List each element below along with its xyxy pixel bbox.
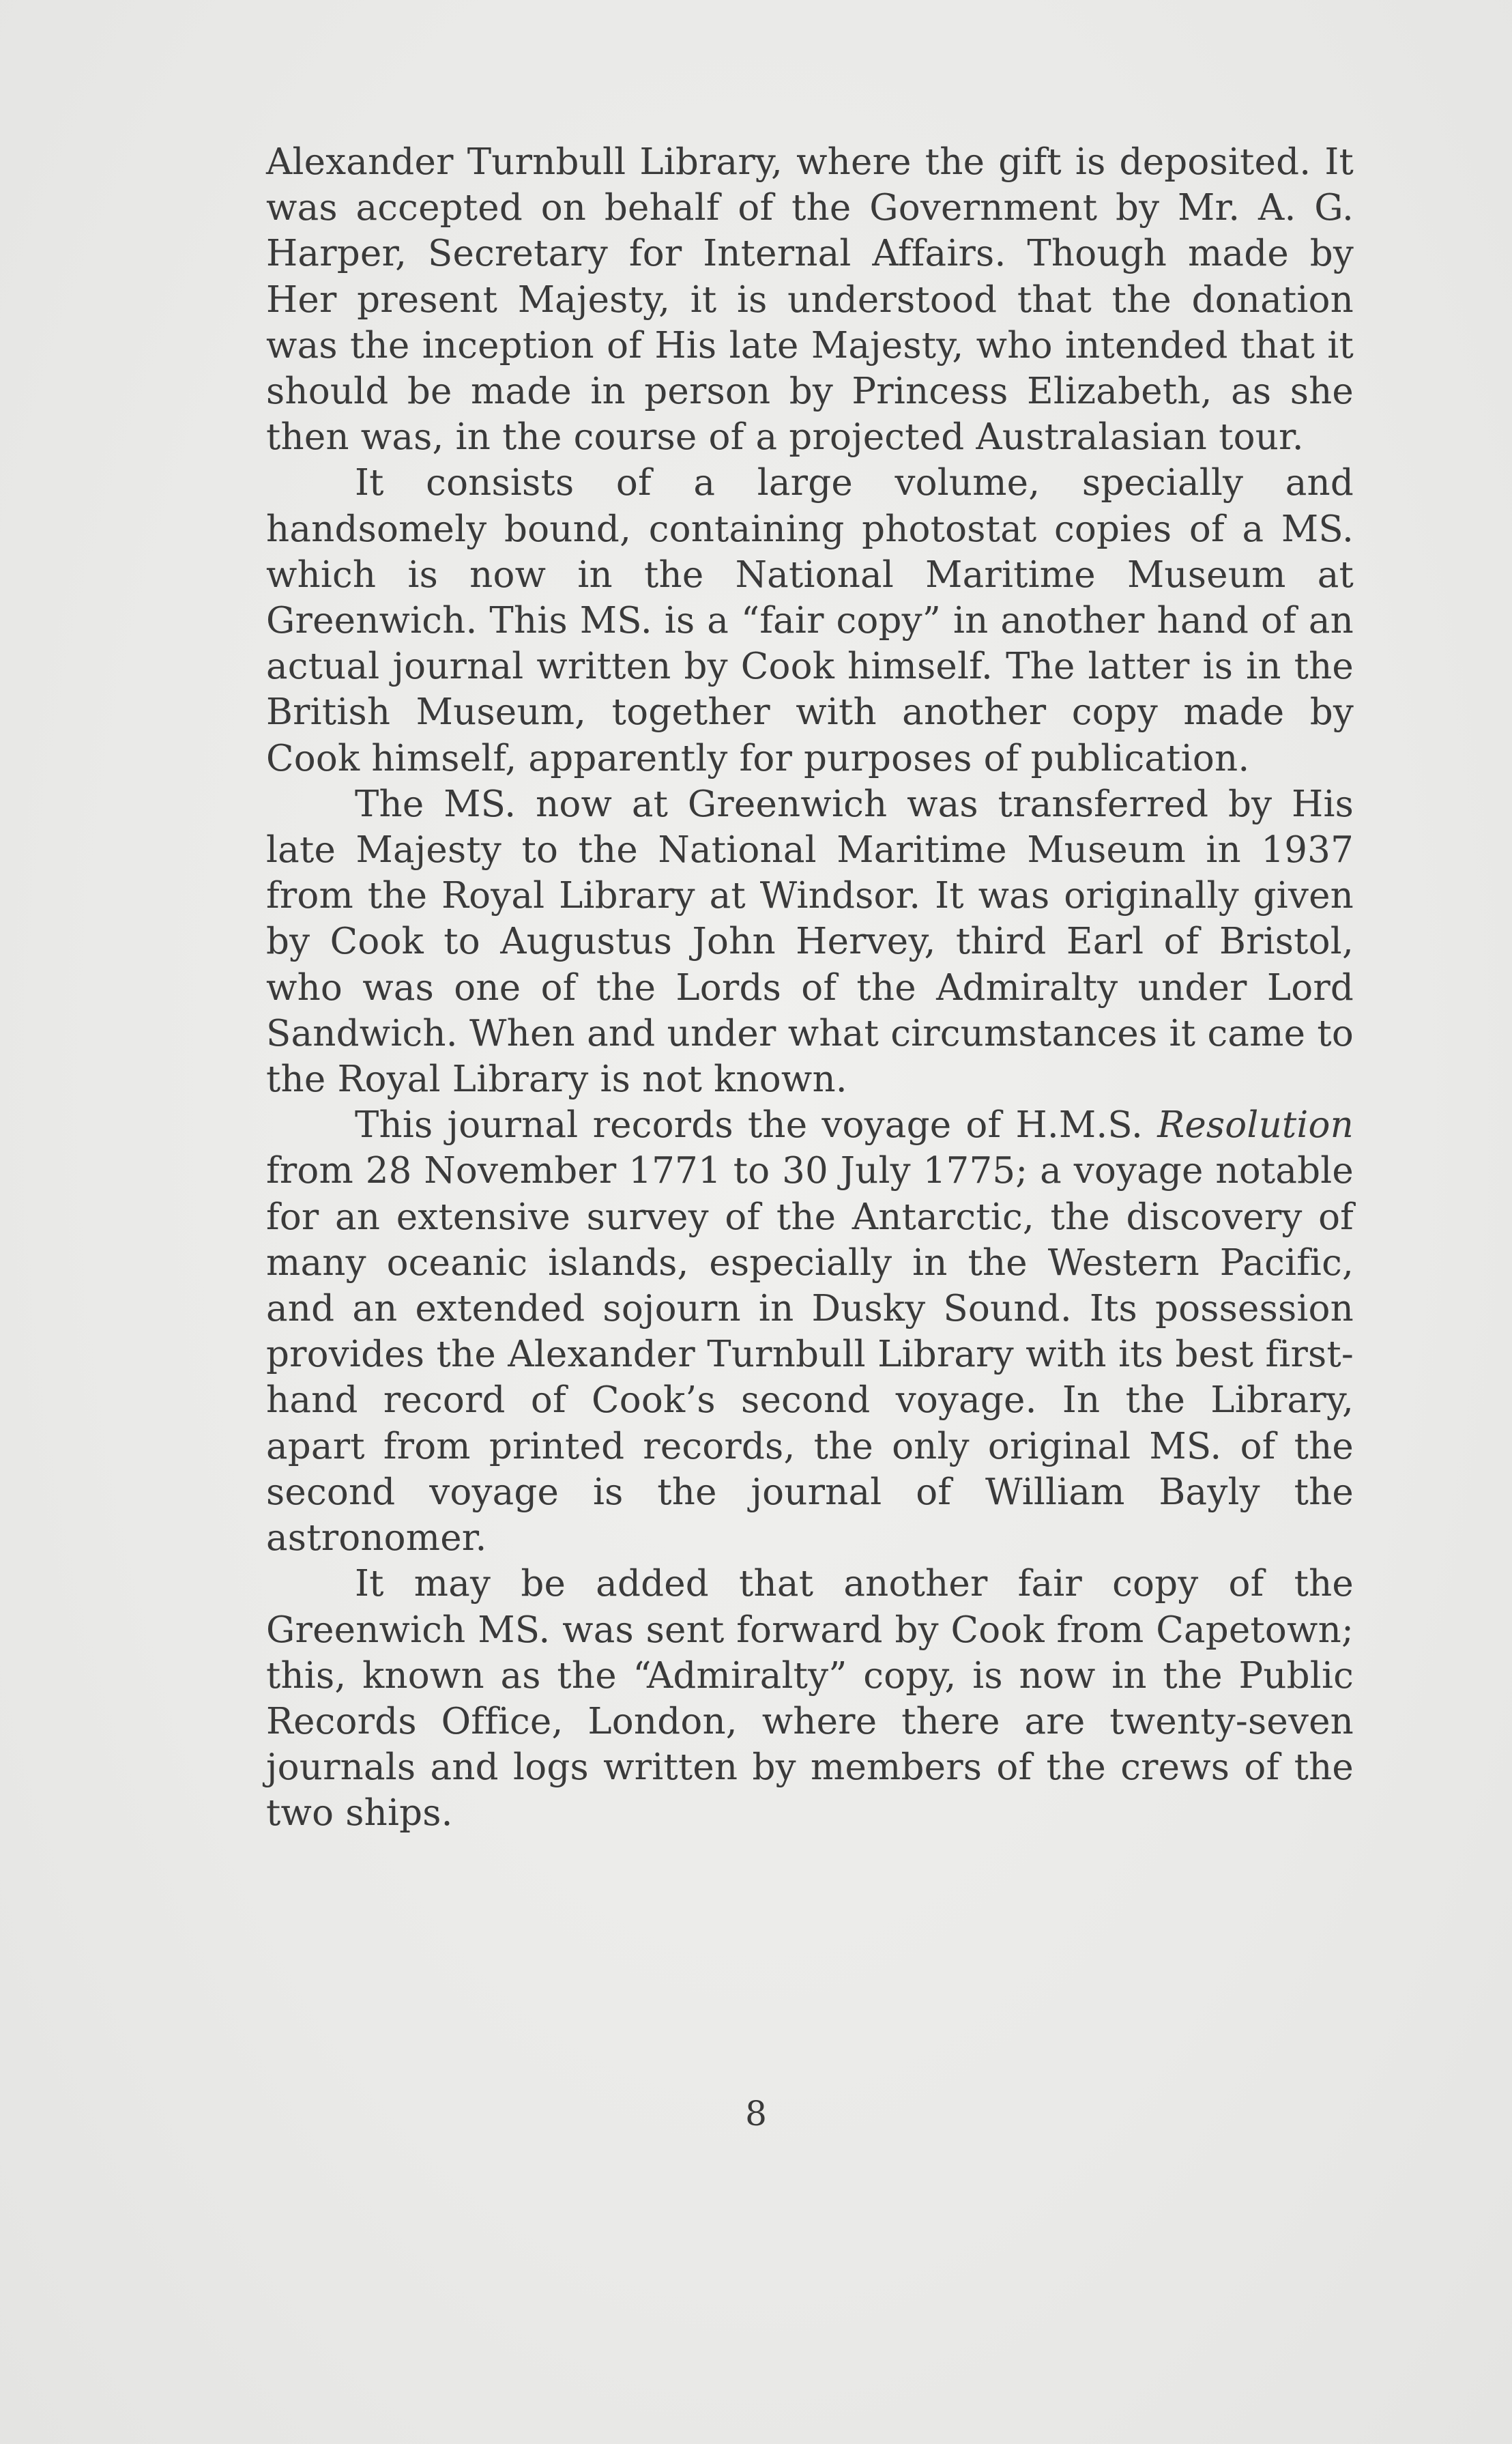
paragraph-4-lead: This journal records the voyage of H.M.S. — [355, 1104, 1158, 1147]
paragraph-4 — [266, 1102, 1354, 1561]
page-number: 8 — [745, 2094, 767, 2133]
paragraph-1: Alexander Turnbull Library, where the gift is deposited. It was accepted on behalf of the Government by Mr. A. G. Harper, Secretary for Internal Affairs. Though made by Her present Majesty, it is understood that the donation was the inception of His late Majesty, who intended that it should be made in person by Princess Elizabeth, as she then was, in the course of a projected Australasian tour. — [266, 141, 1354, 459]
paragraph-5: It may be added that another fair copy of the Greenwich MS. was sent forward by Cook from Capetown; this, known as the “Admiralty” copy, is now in the Public Records Office, London, where there are twenty-seven journals and logs written by members of the crews of the two ships. — [266, 1563, 1354, 1835]
paragraph-2: It consists of a large volume, specially and handsomely bound, containing photostat copies of a MS. which is now in the National Maritime Museum at Greenwich. This MS. is a “fair copy” in another hand of an actual journal written by Cook himself. The latter is in the British Museum, together with another copy made by Cook himself, apparently for purposes of publication. — [266, 462, 1354, 779]
paragraph-3: The MS. now at Greenwich was transferred by His late Majesty to the National Maritime Museum in 1937 from the Royal Library at Windsor. It was originally given by Cook to Augustus John Hervey, third Earl of Bristol, who was one of the Lords of the Admiralty under Lord Sandwich. When and under what circumstances it came to the Royal Library is not known. — [266, 783, 1354, 1101]
paragraph-4-rest: from 28 November 1771 to 30 July 1775; a voyage notable for an extensive survey of the Antarctic, the discovery of many oceanic islands, especially in the Western Pacific, and an extended sojourn in Dusky Sound. Its possession provides the Alexander Turnbull Library with its best first-hand record of Cook’s second voyage. In the Library, apart from printed records, the only original MS. of the second voyage is the journal of William Bayly the astronomer. — [266, 1150, 1354, 1559]
body-text — [266, 139, 1354, 1837]
ship-name: Resolution — [1157, 1104, 1354, 1147]
